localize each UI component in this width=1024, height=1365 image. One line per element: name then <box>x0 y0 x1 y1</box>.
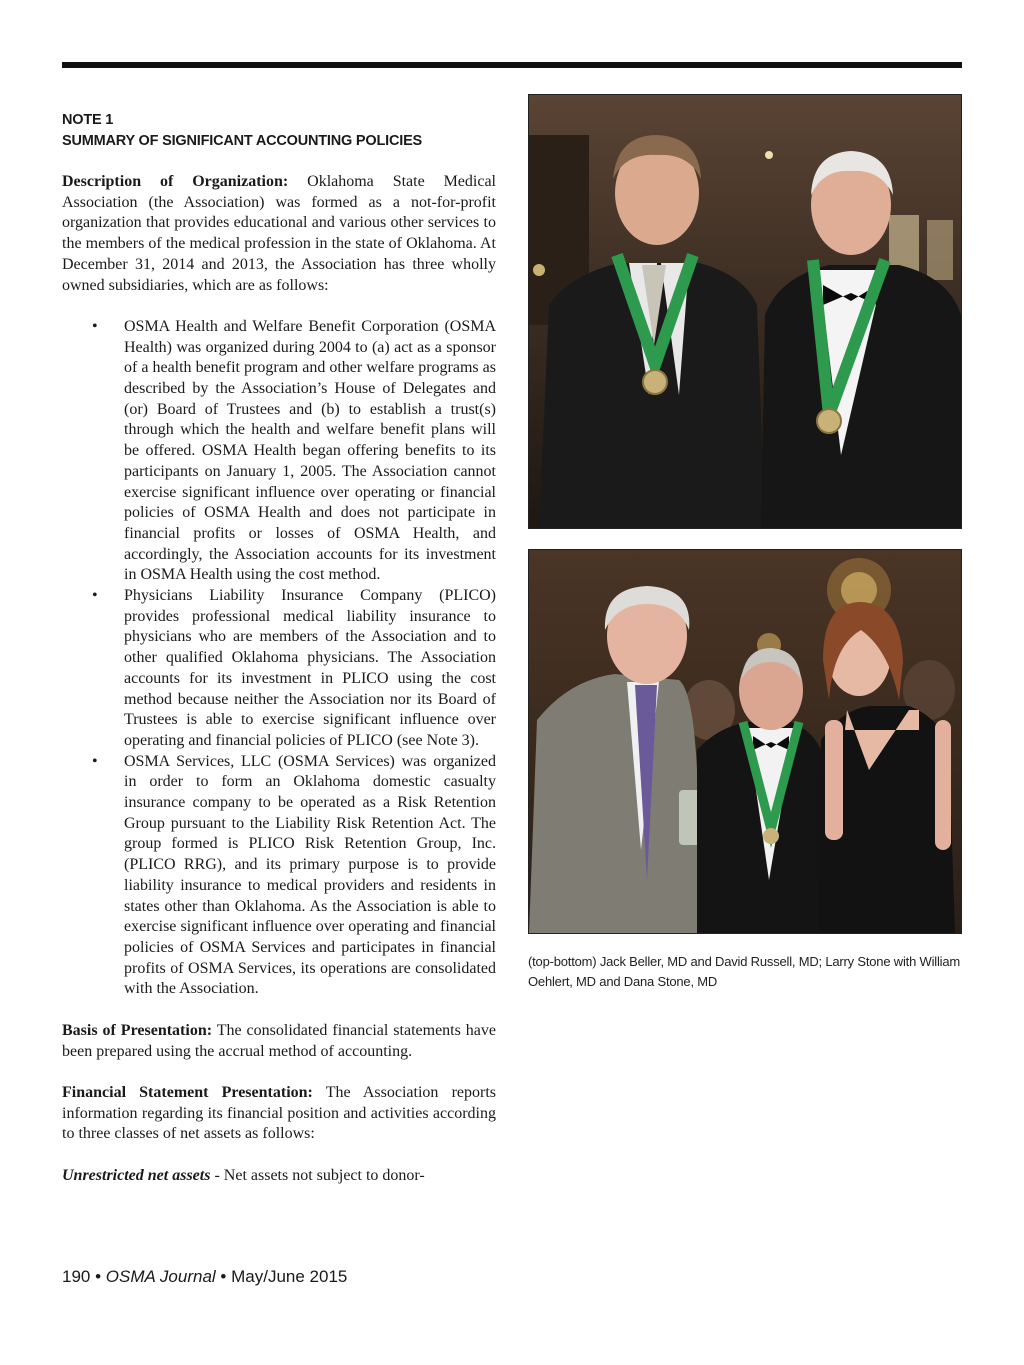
page-footer <box>62 1267 347 1287</box>
subsidiaries-list <box>62 317 496 1000</box>
note-heading <box>62 110 496 152</box>
unrestricted-label: Unrestricted net assets <box>62 1166 211 1184</box>
financial-label: Financial Statement Presentation: <box>62 1083 313 1101</box>
main-text-column <box>62 110 496 1207</box>
page-number: 190 <box>62 1267 91 1286</box>
photo-caption: (top-bottom) Jack Beller, MD and David Russell, MD; Larry Stone with William Oehlert, MD and Dana Stone, MD <box>528 954 960 989</box>
photo-bottom-image <box>529 550 961 933</box>
description-label: Description of Organization: <box>62 173 289 190</box>
unrestricted-paragraph <box>62 1166 496 1187</box>
issue-date: May/June 2015 <box>231 1267 348 1286</box>
list-item-text: OSMA Health and Welfare Benefit Corporation (OSMA Health) was organized during 2004 to (a) act as a sponsor of a health benefit program and other welfare programs as described by the Association’s House of Delegates and (or) Board of Trustees and (b) to establish a trust(s) through which the health and welfare benefit plans will be offered. OSMA Health began offering benefits to its participants on January 1, 2005. The Association cannot exercise significant influence over operating or financial policies of OSMA Health and does not participate in financial profits or losses of OSMA Health, and accordingly, the Association accounts for its investment in OSMA Health using the cost method. <box>124 317 496 584</box>
financial-paragraph <box>62 1083 496 1145</box>
list-item <box>62 317 496 586</box>
bullet-icon: • <box>92 317 98 335</box>
basis-paragraph <box>62 1021 496 1062</box>
photo-top-image <box>529 95 961 528</box>
footer-separator: • <box>90 1267 106 1286</box>
list-item <box>62 586 496 752</box>
photo-bottom <box>528 549 962 934</box>
list-item-text: Physicians Liability Insurance Company (PLICO) provides professional medical liability insurance to physicians who are members of the Association and to other qualified Oklahoma physicians. The Association accounts for its investment in PLICO using the cost method because neither the Association nor its Board of Trustees is able to exercise significant influence over operating and financial policies of PLICO (see Note 3). <box>124 587 496 749</box>
note-number: NOTE 1 <box>62 112 114 128</box>
financial-text: The Association reports information regarding its financial position and activities according to three classes of net assets as follows: <box>62 1083 497 1143</box>
description-paragraph <box>62 172 496 296</box>
list-item-text: OSMA Services, LLC (OSMA Services) was organized in order to form an Oklahoma domestic casualty insurance company to be operated as a Risk Retention Group pursuant to the Liability Risk Retention Act. The group formed is PLICO Risk Retention Group, Inc. (PLICO RRG), and its primary purpose is to provide liability insurance to medical providers and residents in states other than Oklahoma. As the Association is able to exercise significant influence over operating and financial policies of OSMA Services and participates in financial profits of OSMA Services, its operations are consolidated with the Association. <box>124 752 496 998</box>
bullet-icon: • <box>92 752 98 770</box>
list-item <box>62 752 496 1000</box>
basis-label: Basis of Presentation: <box>62 1021 213 1039</box>
photo-top <box>528 94 962 529</box>
journal-name: OSMA Journal <box>105 1267 216 1286</box>
bullet-icon: • <box>92 587 98 605</box>
basis-text: The consolidated financial statements have been prepared using the accrual method of accounting. <box>62 1021 497 1060</box>
unrestricted-text: - Net assets not subject to donor- <box>210 1166 425 1184</box>
top-rule <box>62 62 962 68</box>
note-title: SUMMARY OF SIGNIFICANT ACCOUNTING POLICIES <box>62 133 423 149</box>
footer-separator: • <box>215 1267 232 1286</box>
description-text: Oklahoma State Medical Association (the Association) was formed as a not-for-profit organization that provides educational and various other services to the members of the medical profession in the state of Oklahoma. At December 31, 2014 and 2013, the Association has three wholly owned subsidiaries, which are as follows: <box>62 173 497 294</box>
